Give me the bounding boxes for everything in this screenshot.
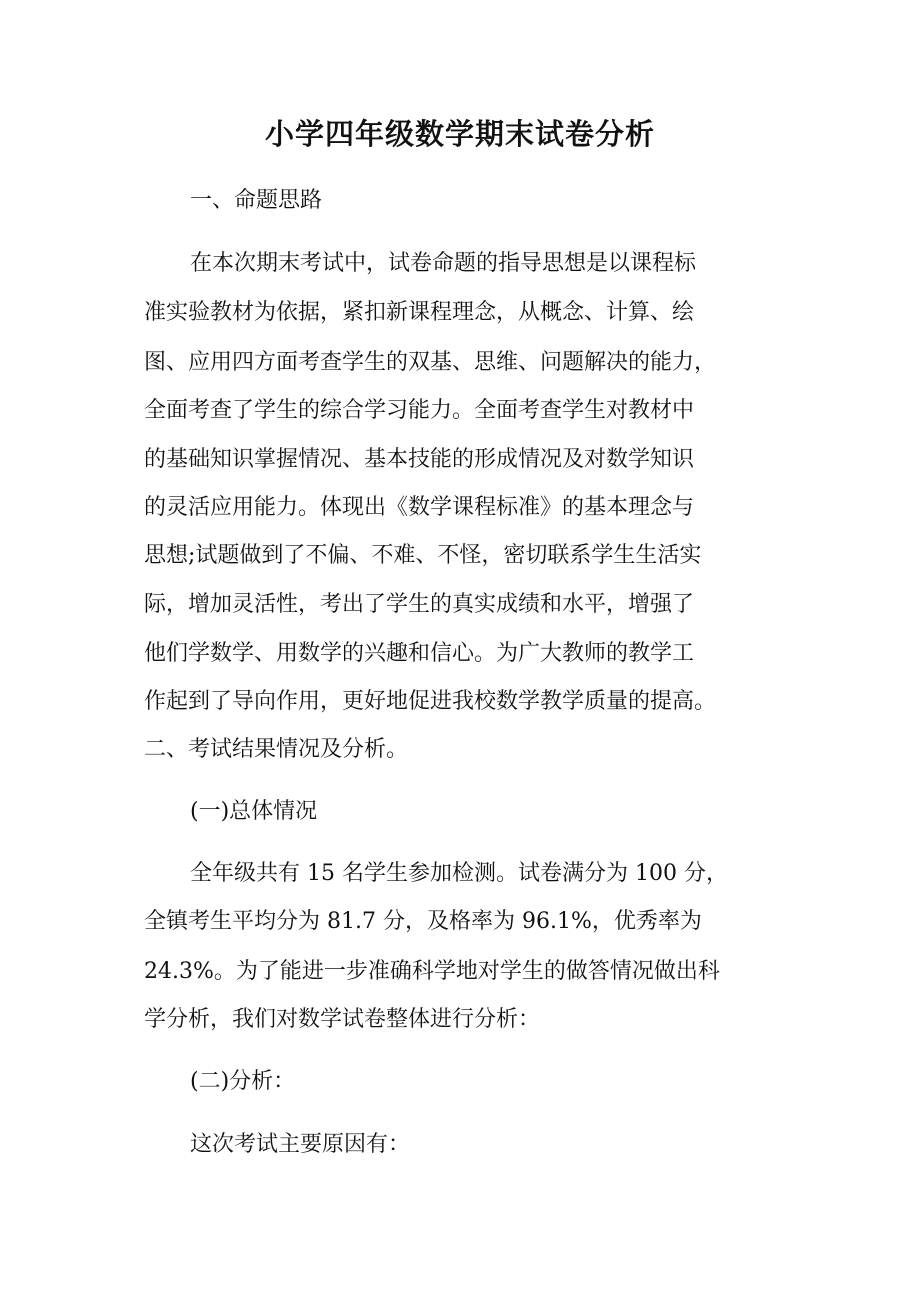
- paragraph-line: 学分析，我们对数学试卷整体进行分析：: [144, 1007, 541, 1032]
- paragraph-line: 在本次期末考试中，试卷命题的指导思想是以课程标: [190, 251, 697, 276]
- subheading-overall: (一)总体情况: [190, 799, 318, 824]
- paragraph-line: 作起到了导向作用，更好地促进我校数学教学质量的提高。: [144, 689, 717, 714]
- paragraph-line: 的灵活应用能力。体现出《数学课程标准》的基本理念与: [144, 495, 695, 520]
- section-heading-results: 二、考试结果情况及分析。: [144, 737, 409, 762]
- paragraph-line: 全年级共有 15 名学生参加检测。试卷满分为 100 分，: [190, 861, 728, 886]
- paragraph-line: 际，增加灵活性，考出了学生的真实成绩和水平，增强了: [144, 592, 695, 617]
- paragraph-line: 的基础知识掌握情况、基本技能的形成情况及对数学知识: [144, 447, 695, 472]
- paragraph-line: 他们学数学、用数学的兴趣和信心。为广大教师的教学工: [144, 641, 695, 666]
- paragraph-line: 全镇考生平均分为 81.7 分，及格率为 96.1%，优秀率为: [144, 909, 702, 934]
- section-heading-proposition: 一、命题思路: [190, 188, 323, 213]
- subheading-analysis: (二)分析：: [190, 1069, 296, 1094]
- paragraph-line: 全面考查了学生的综合学习能力。全面考查学生对教材中: [144, 398, 695, 423]
- page-title: 小学四年级数学期末试卷分析: [264, 117, 655, 151]
- paragraph-line: 准实验教材为依据，紧扣新课程理念，从概念、计算、绘: [144, 300, 695, 325]
- paragraph-line: 图、应用四方面考查学生的双基、思维、问题解决的能力，: [144, 350, 717, 375]
- paragraph-line: 这次考试主要原因有：: [190, 1132, 411, 1157]
- paragraph-line: 思想;试题做到了不偏、不难、不怪，密切联系学生生活实: [144, 543, 702, 568]
- paragraph-line: 24.3%。为了能进一步准确科学地对学生的做答情况做出科: [144, 959, 720, 984]
